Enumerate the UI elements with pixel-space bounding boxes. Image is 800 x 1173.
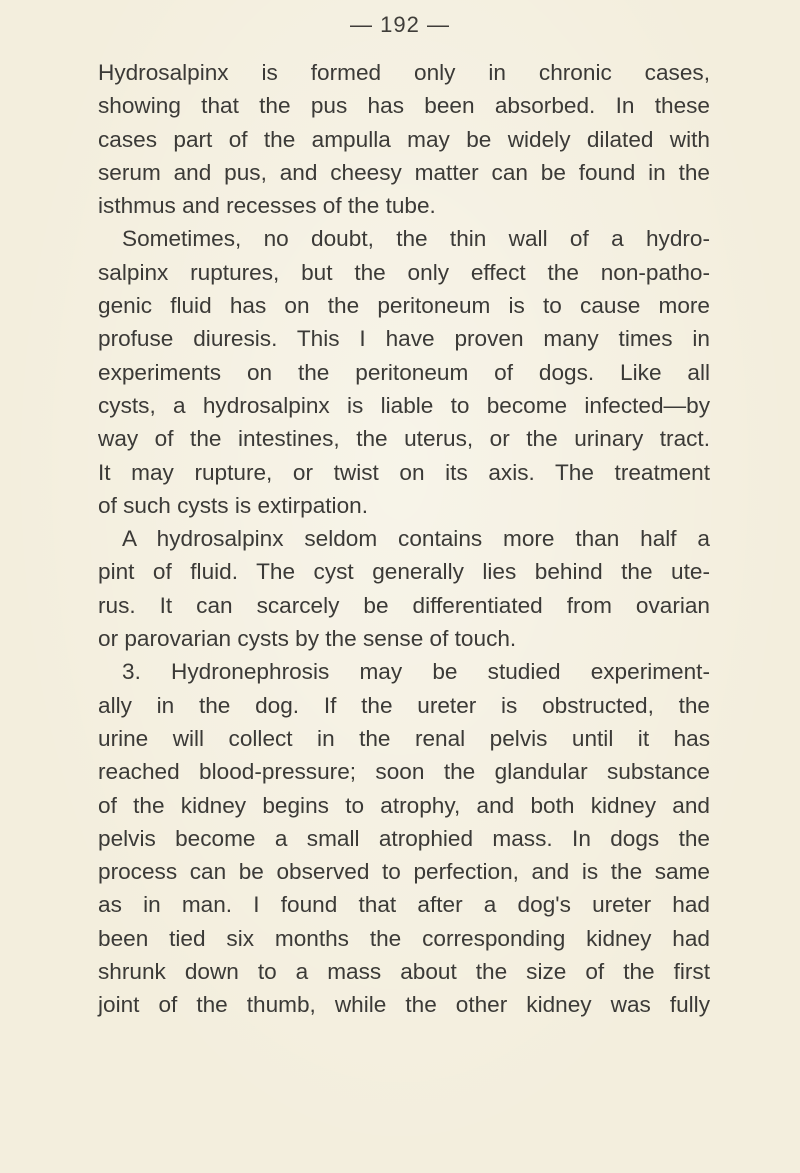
text-line: serum and pus, and cheesy matter can be found in the — [98, 159, 710, 185]
text-line: been tied six months the corresponding kidney had — [98, 925, 710, 951]
text-line: joint of the thumb, while the other kidney was fully — [98, 992, 710, 1018]
text-line: It may rupture, or twist on its axis. The treatment — [98, 459, 710, 485]
text-line: experiments on the peritoneum of dogs. Like all — [98, 359, 710, 385]
text-line: profuse diuresis. This I have proven many times in — [98, 326, 710, 352]
text-line: rus. It can scarcely be differentiated from ovarian — [98, 592, 710, 618]
page-number: — 192 — — [350, 12, 450, 37]
text-line: Sometimes, no doubt, the thin wall of a hydro- — [122, 226, 710, 252]
text-line: process can be observed to perfection, and is the same — [98, 859, 710, 885]
text-line: of the kidney begins to atrophy, and both kidney and — [98, 792, 710, 818]
body-text — [98, 56, 710, 1022]
text-line: as in man. I found that after a dog's ureter had — [98, 892, 710, 918]
text-line: Hydrosalpinx is formed only in chronic cases, — [98, 60, 710, 85]
text-line: pint of fluid. The cyst generally lies behind the ute- — [98, 559, 710, 585]
text-line: cases part of the ampulla may be widely dilated with — [98, 126, 710, 152]
text-line: cysts, a hydrosalpinx is liable to become infected—by — [98, 392, 710, 418]
text-line: 3. Hydronephrosis may be studied experiment- — [122, 659, 710, 685]
text-line: pelvis become a small atrophied mass. In dogs the — [98, 825, 710, 851]
text-line: isthmus and recesses of the tube. — [98, 193, 436, 219]
text-line: A hydrosalpinx seldom contains more than half a — [122, 526, 710, 552]
text-line: salpinx ruptures, but the only effect the non-patho- — [98, 259, 710, 285]
text-line: showing that the pus has been absorbed. In these — [98, 93, 710, 119]
text-line: ally in the dog. If the ureter is obstructed, the — [98, 692, 710, 718]
text-line: way of the intestines, the uterus, or the urinary tract. — [98, 426, 710, 452]
text-line: or parovarian cysts by the sense of touch. — [98, 626, 517, 652]
text-line: of such cysts is extirpation. — [98, 492, 368, 518]
text-line: genic fluid has on the peritoneum is to cause more — [98, 293, 710, 319]
text-line: urine will collect in the renal pelvis until it has — [98, 725, 710, 751]
text-line: reached blood-pressure; soon the glandular substance — [98, 759, 710, 785]
text-line: shrunk down to a mass about the size of the first — [98, 959, 710, 985]
